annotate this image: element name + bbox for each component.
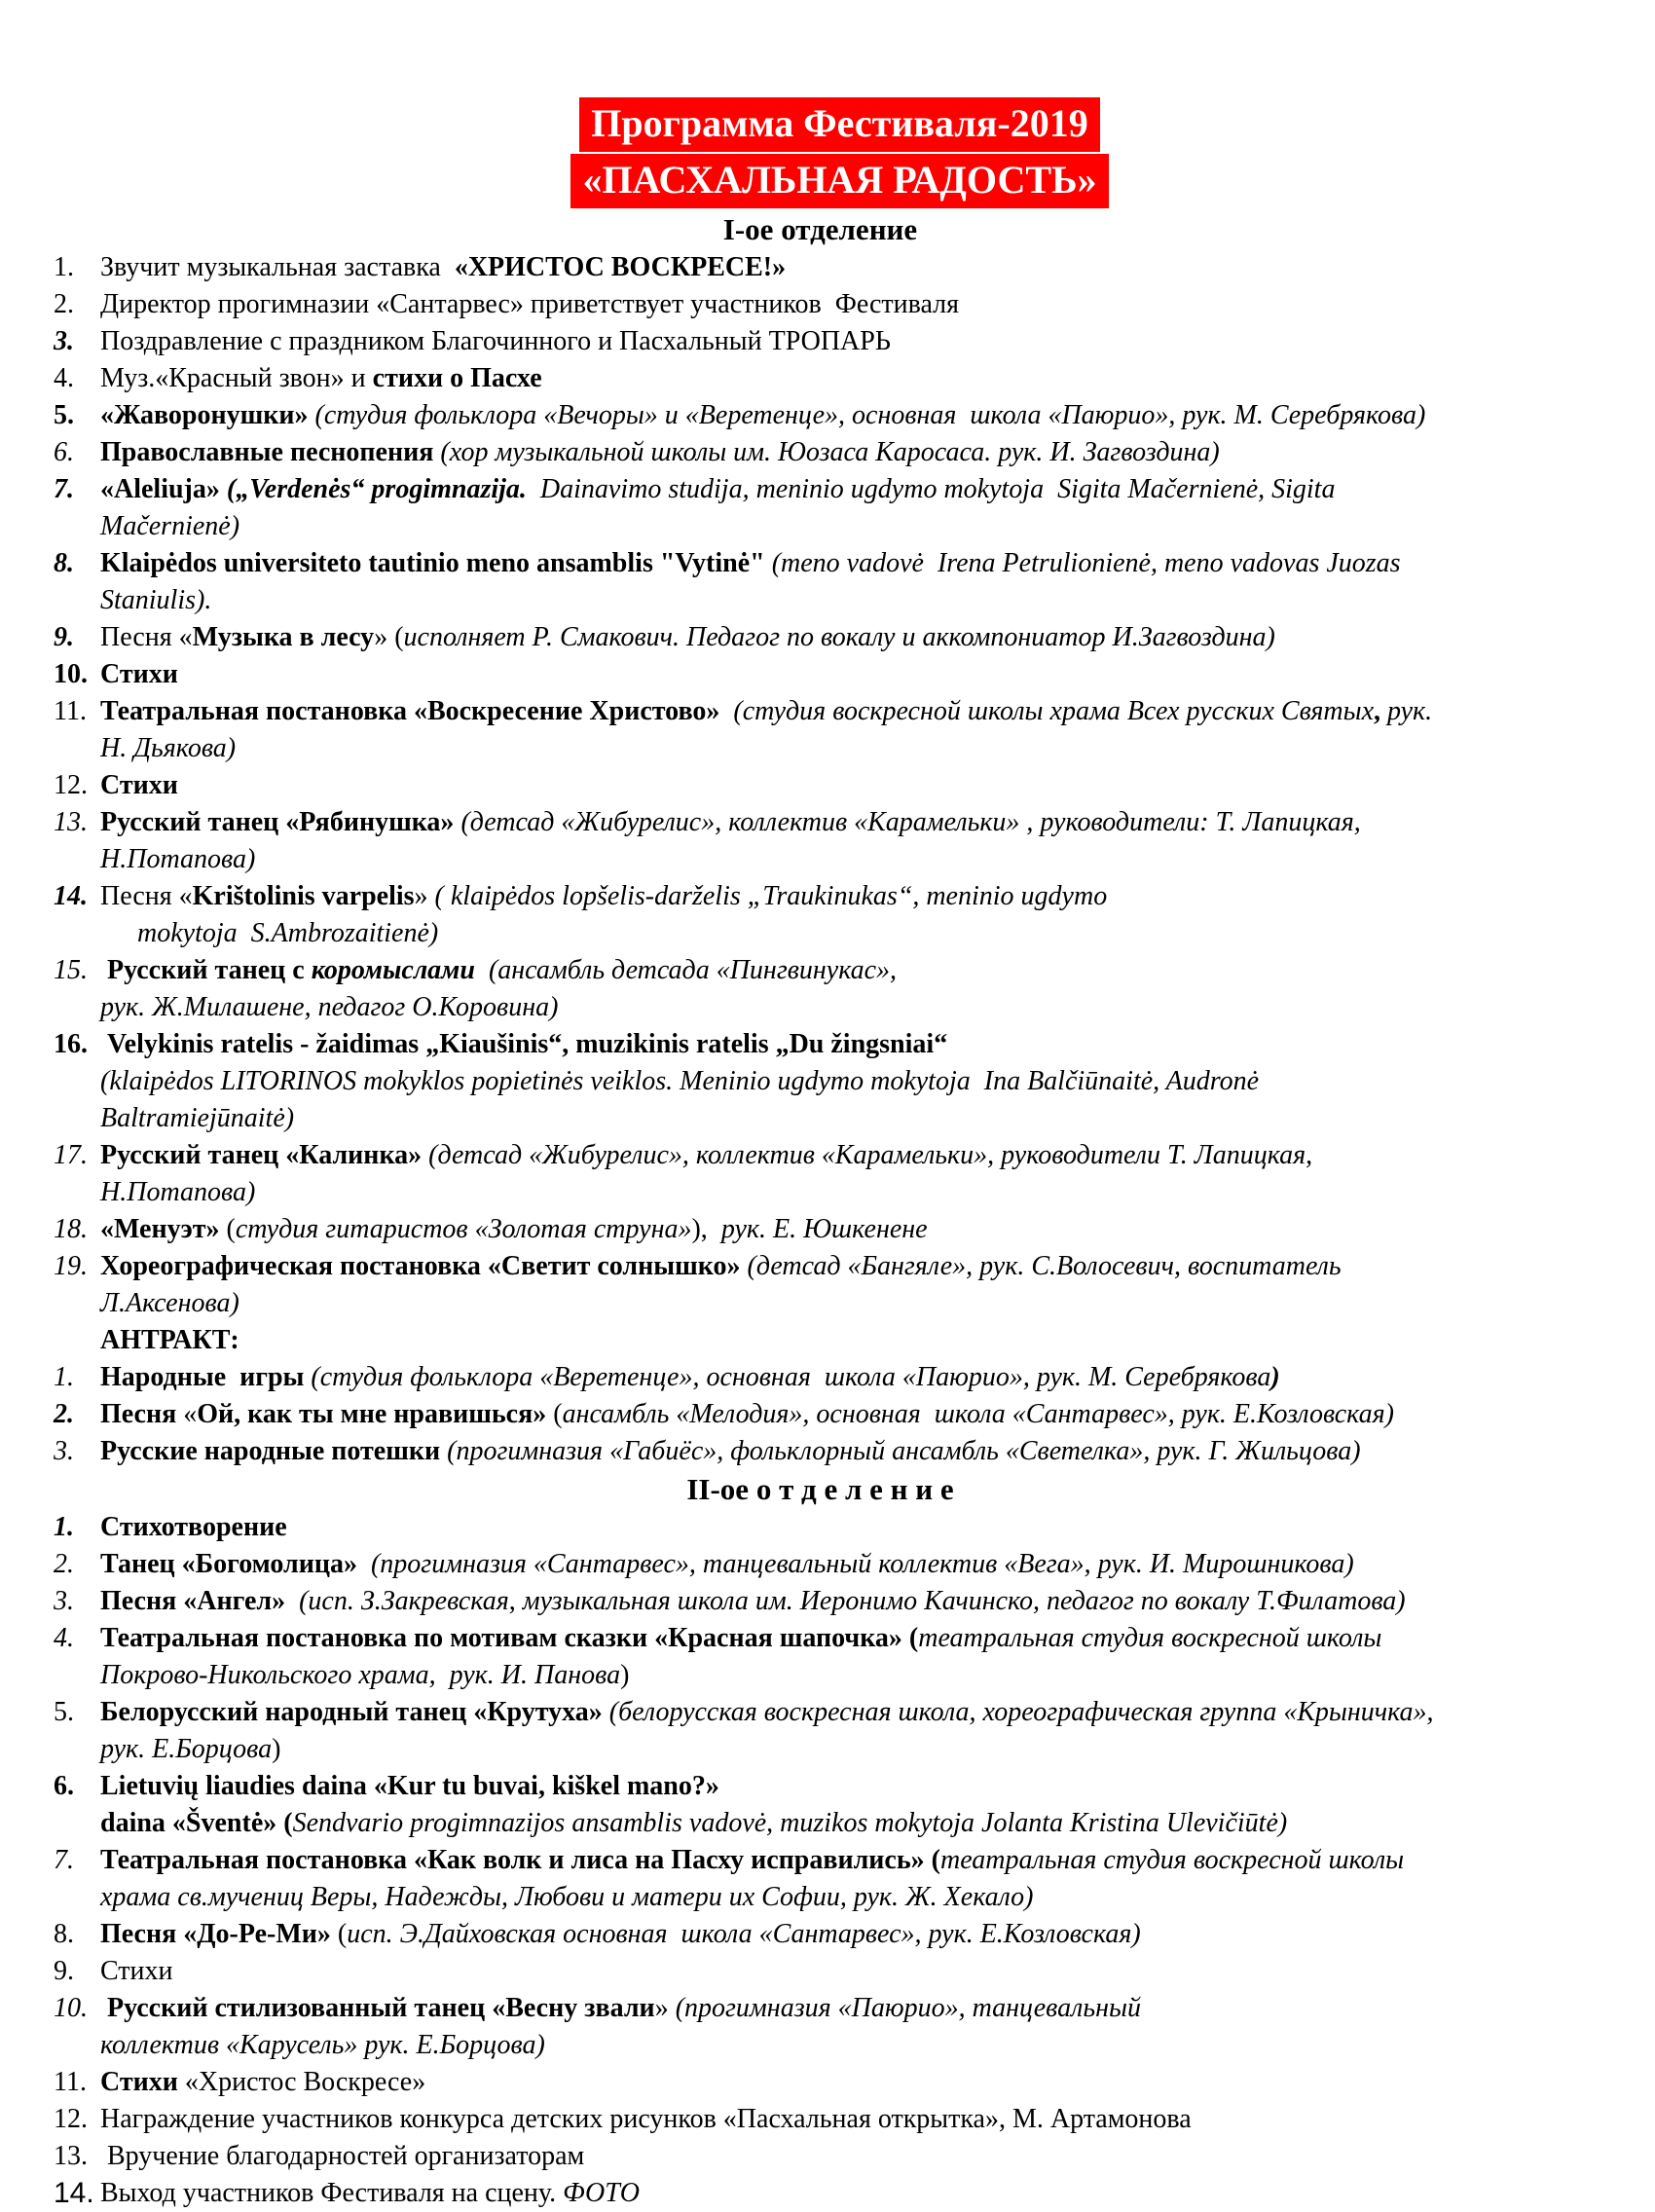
item-text bbox=[100, 249, 1626, 286]
item-line: Покрово-Никольского храма, рук. И. Панова) bbox=[100, 1660, 630, 1690]
item-line: Н.Потапова) bbox=[100, 1177, 256, 1207]
program-item bbox=[54, 2064, 1626, 2101]
item-text bbox=[100, 1137, 1626, 1211]
item-text bbox=[100, 619, 1626, 656]
program-item bbox=[54, 1694, 1626, 1768]
item-line: Вручение благодарностей организаторам bbox=[100, 2141, 585, 2171]
item-line: Песня «Ангел» (исп. З.Закревская, музыкальная школа им. Иеронимо Качинско, педагог по вокалу Т.Филатова) bbox=[100, 1586, 1406, 1616]
item-number: 2. bbox=[54, 1549, 74, 1579]
item-line: Награждение участников конкурса детских рисунков «Пасхальная открытка», М. Артамонова bbox=[100, 2104, 1192, 2134]
item-line: Выход участников Фестиваля на сцену. ФОТО bbox=[100, 2178, 640, 2208]
item-line: Стихи bbox=[100, 770, 178, 800]
item-number: 2. bbox=[54, 1399, 74, 1429]
item-text bbox=[100, 2138, 1626, 2175]
item-line: Театральная постановка «Воскресение Христово» (студия воскресной школы храма Всех русских Святых, рук. bbox=[100, 696, 1433, 726]
program-item bbox=[54, 1768, 1626, 1842]
title-line-2: «ПАСХАЛЬНАЯ РАДОСТЬ» bbox=[570, 154, 1108, 208]
item-text bbox=[100, 878, 1626, 952]
item-line: рук. Е.Борцова) bbox=[100, 1734, 281, 1764]
program-item bbox=[54, 1137, 1626, 1211]
item-line: Стихи bbox=[100, 1956, 173, 1986]
item-line: «Aleliuja» („Verdenės“ progimnazija. Dainavimo studija, meninio ugdymo mokytoja Sigita Mačernienė, Sigita bbox=[100, 474, 1336, 504]
item-line: Л.Аксенова) bbox=[100, 1288, 239, 1318]
item-text bbox=[100, 1026, 1626, 1137]
item-text bbox=[100, 1583, 1626, 1620]
title-row-2 bbox=[54, 154, 1626, 210]
item-number: 3. bbox=[54, 1586, 74, 1616]
program-item bbox=[54, 1953, 1626, 1990]
item-number: 4. bbox=[54, 363, 74, 393]
item-line: daina «Šventė» (Sendvario progimnazijos ansamblis vadovė, muzikos mokytoja Jolanta Kristina Ulevičiūtė) bbox=[100, 1808, 1288, 1838]
item-number: 1. bbox=[54, 1512, 74, 1542]
item-text bbox=[100, 1211, 1626, 1248]
program-item bbox=[54, 1546, 1626, 1583]
title-line-1: Программа Фестиваля-2019 bbox=[579, 97, 1099, 152]
program-item bbox=[54, 286, 1626, 323]
item-text bbox=[100, 1433, 1626, 1470]
program-item bbox=[54, 1620, 1626, 1694]
item-text bbox=[100, 2175, 1626, 2212]
item-text bbox=[100, 397, 1626, 434]
program-item bbox=[54, 1916, 1626, 1953]
item-line: Песня «Музыка в лесу» (исполняет Р. Смакович. Педагог по вокалу и аккомпониатор И.Загвоздина) bbox=[100, 622, 1275, 652]
item-line: Русский стилизованный танец «Весну звали» (прогимназия «Паюрио», танцевальный bbox=[100, 1993, 1141, 2023]
item-number: 7. bbox=[54, 1845, 74, 1875]
program-item bbox=[54, 952, 1626, 1026]
program-item bbox=[54, 804, 1626, 878]
item-text bbox=[100, 471, 1626, 545]
item-text bbox=[100, 1509, 1626, 1546]
item-number: 14. bbox=[54, 881, 88, 911]
item-number: 5. bbox=[54, 400, 74, 430]
item-line: Н.Потапова) bbox=[100, 844, 256, 874]
item-text bbox=[100, 1768, 1626, 1842]
item-number: 12. bbox=[54, 2104, 88, 2134]
item-number: 1. bbox=[54, 1362, 74, 1392]
item-line: Стихи bbox=[100, 659, 178, 689]
item-line: Поздравление с праздником Благочинного и Пасхальный ТРОПАРЬ bbox=[100, 326, 891, 356]
program-item bbox=[54, 1433, 1626, 1470]
item-line: Директор прогимназии «Сантарвес» приветствует участников Фестиваля bbox=[100, 289, 959, 319]
item-number: 9. bbox=[54, 1956, 74, 1986]
program-item bbox=[54, 545, 1626, 619]
item-text bbox=[100, 767, 1626, 804]
item-line: mokytoja S.Ambrozaitienė) bbox=[137, 918, 439, 948]
item-number: 15. bbox=[54, 955, 88, 985]
item-number: 5. bbox=[54, 1697, 74, 1727]
item-line: (klaipėdos LITORINOS mokyklos popietinės veiklos. Meninio ugdymo mokytoja Ina Balčiūnaitė, Audronė bbox=[100, 1066, 1260, 1096]
item-number: 6. bbox=[54, 1771, 74, 1801]
item-line: Театральная постановка «Как волк и лиса на Пасху исправились» (театральная студия воскресной школы bbox=[100, 1845, 1405, 1875]
item-text bbox=[100, 2101, 1626, 2138]
section-heading: II-ое о т д е л е н и е bbox=[686, 1472, 954, 1506]
item-text bbox=[100, 434, 1626, 471]
item-line: Православные песнопения (хор музыкальной школы им. Юозаса Каросаса. рук. И. Загвоздина) bbox=[100, 437, 1220, 467]
item-text bbox=[100, 1990, 1626, 2064]
item-line: Стихотворение bbox=[100, 1512, 287, 1542]
item-line: Baltramiejūnaitė) bbox=[100, 1103, 295, 1133]
item-line: Русский танец с коромыслами (ансамбль детсада «Пингвинукас», bbox=[100, 955, 898, 985]
item-line: Танец «Богомолица» (прогимназия «Сантарвес», танцевальный коллектив «Вега», рук. И. Мирошникова) bbox=[100, 1549, 1354, 1579]
item-number: 6. bbox=[54, 437, 74, 467]
item-line: рук. Ж.Милашене, педагог О.Коровина) bbox=[100, 992, 559, 1022]
item-line: Mačernienė) bbox=[100, 511, 240, 541]
item-text bbox=[100, 1359, 1626, 1396]
item-text bbox=[100, 323, 1626, 360]
item-number: 8. bbox=[54, 548, 74, 578]
item-line: коллектив «Карусель» рук. Е.Борцова) bbox=[100, 2030, 545, 2060]
item-text bbox=[100, 1620, 1626, 1694]
item-line: Русский танец «Калинка» (детсад «Жибурелис», коллектив «Карамельки», руководители Т. Лапицкая, bbox=[100, 1140, 1313, 1170]
item-line: Velykinis ratelis - žaidimas „Kiaušinis“, muzikinis ratelis „Du žingsniai“ bbox=[100, 1029, 948, 1059]
program-item bbox=[54, 1248, 1626, 1322]
item-line: Стихи «Христос Воскресе» bbox=[100, 2067, 426, 2097]
item-number: 3. bbox=[54, 1436, 74, 1466]
item-number: 16. bbox=[54, 1029, 88, 1059]
item-number: 7. bbox=[54, 474, 74, 504]
program-list bbox=[54, 210, 1626, 2212]
item-line: «Менуэт» (студия гитаристов «Золотая струна»), рук. Е. Юшкенене bbox=[100, 1214, 928, 1244]
program-item bbox=[54, 323, 1626, 360]
item-number: 10. bbox=[54, 1993, 88, 2023]
item-line: Муз.«Красный звон» и стихи о Пасхе bbox=[100, 363, 542, 393]
item-number: 13. bbox=[54, 807, 88, 837]
item-text bbox=[100, 545, 1626, 619]
item-line: храма св.мучениц Веры, Надежды, Любови и матери их Софии, рук. Ж. Хекало) bbox=[100, 1882, 1034, 1912]
item-text bbox=[100, 1546, 1626, 1583]
item-number: 18. bbox=[54, 1214, 88, 1244]
item-text bbox=[100, 286, 1626, 323]
document-title bbox=[54, 97, 1626, 210]
program-item bbox=[54, 434, 1626, 471]
item-number: 11. bbox=[54, 696, 87, 726]
program-item bbox=[54, 1990, 1626, 2064]
program-item bbox=[54, 360, 1626, 397]
item-number: 17. bbox=[54, 1140, 88, 1170]
item-text bbox=[100, 360, 1626, 397]
item-number: 2. bbox=[54, 289, 74, 319]
item-text bbox=[100, 1694, 1626, 1768]
program-item bbox=[54, 619, 1626, 656]
item-line: Русский танец «Рябинушка» (детсад «Жибурелис», коллектив «Карамельки» , руководители: Т. Лапицкая, bbox=[100, 807, 1361, 837]
program-item bbox=[54, 2138, 1626, 2175]
program-item bbox=[54, 878, 1626, 952]
program-item bbox=[54, 397, 1626, 434]
item-number: 4. bbox=[54, 1623, 74, 1653]
item-text bbox=[100, 2064, 1626, 2101]
item-number: 1. bbox=[54, 252, 74, 282]
item-line: Белорусский народный танец «Крутуха» (белорусская воскресная школа, хореографическая группа «Крыничка», bbox=[100, 1697, 1434, 1727]
item-text bbox=[100, 1248, 1626, 1322]
item-line: Н. Дьякова) bbox=[100, 733, 237, 763]
item-line: «Жаворонушки» (студия фольклора «Вечоры» и «Веретенце», основная школа «Паюрио», рук. М. Серебрякова) bbox=[100, 400, 1426, 430]
item-line: Хореографическая постановка «Светит солнышко» (детсад «Бангяле», рук. С.Волосевич, воспитатель bbox=[100, 1251, 1342, 1281]
program-item bbox=[54, 2101, 1626, 2138]
item-text bbox=[100, 1953, 1626, 1990]
item-line: Театральная постановка по мотивам сказки «Красная шапочка» (театральная студия воскресной школы bbox=[100, 1623, 1382, 1653]
item-number: 9. bbox=[54, 622, 74, 652]
program-item bbox=[54, 1509, 1626, 1546]
program-item bbox=[54, 767, 1626, 804]
item-line: Песня «Krištolinis varpelis» ( klaipėdos lopšelis-darželis „Traukinukas“, meninio ugdymo bbox=[100, 881, 1108, 911]
item-line: Русские народные потешки (прогимназия «Габиёс», фольклорный ансамбль «Светелка», рук. Г. Жильцова) bbox=[100, 1436, 1361, 1466]
item-text bbox=[100, 1396, 1626, 1433]
item-number: 11. bbox=[54, 2067, 87, 2097]
item-line: Klaipėdos universiteto tautinio meno ansamblis "Vytinė" (meno vadovė Irena Petrulionienė, meno vadovas Juozas bbox=[100, 548, 1401, 578]
intermission-heading: АНТРАКТ: bbox=[100, 1325, 239, 1355]
program-item bbox=[54, 249, 1626, 286]
item-number: 8. bbox=[54, 1919, 74, 1949]
program-item bbox=[54, 693, 1626, 767]
item-number: 14. bbox=[54, 2177, 94, 2209]
program-item bbox=[54, 471, 1626, 545]
item-text bbox=[100, 1916, 1626, 1953]
item-number: 12. bbox=[54, 770, 88, 800]
item-line: Звучит музыкальная заставка «ХРИСТОС ВОСКРЕСЕ!» bbox=[100, 252, 787, 282]
title-row-1 bbox=[54, 97, 1626, 154]
program-item bbox=[54, 1211, 1626, 1248]
program-item bbox=[54, 1026, 1626, 1137]
item-number: 19. bbox=[54, 1251, 88, 1281]
program-item bbox=[54, 1842, 1626, 1916]
item-number: 10. bbox=[54, 659, 88, 689]
item-text bbox=[100, 1842, 1626, 1916]
item-line: Песня «До-Ре-Ми» (исп. Э.Дайховская основная школа «Сантарвес», рук. Е.Козловская) bbox=[100, 1919, 1141, 1949]
item-line: Народные игры (студия фольклора «Веретенце», основная школа «Паюрио», рук. М. Серебрякова) bbox=[100, 1362, 1280, 1392]
item-text bbox=[100, 952, 1626, 1026]
item-text bbox=[100, 804, 1626, 878]
item-line: Lietuvių liaudies daina «Kur tu buvai, kiškel mano?» bbox=[100, 1771, 719, 1801]
program-item bbox=[54, 1583, 1626, 1620]
item-line: Песня «Ой, как ты мне нравишься» (ансамбль «Мелодия», основная школа «Сантарвес», рук. Е.Козловская) bbox=[100, 1399, 1394, 1429]
program-item bbox=[54, 1396, 1626, 1433]
item-text bbox=[100, 693, 1626, 767]
program-item bbox=[54, 2175, 1626, 2212]
program-item bbox=[54, 1359, 1626, 1396]
item-number: 13. bbox=[54, 2141, 88, 2171]
program-item bbox=[54, 656, 1626, 693]
section-heading: I-ое отделение bbox=[722, 212, 918, 246]
item-text bbox=[100, 656, 1626, 693]
item-number: 3. bbox=[54, 326, 74, 356]
item-line: Staniulis). bbox=[100, 585, 212, 615]
